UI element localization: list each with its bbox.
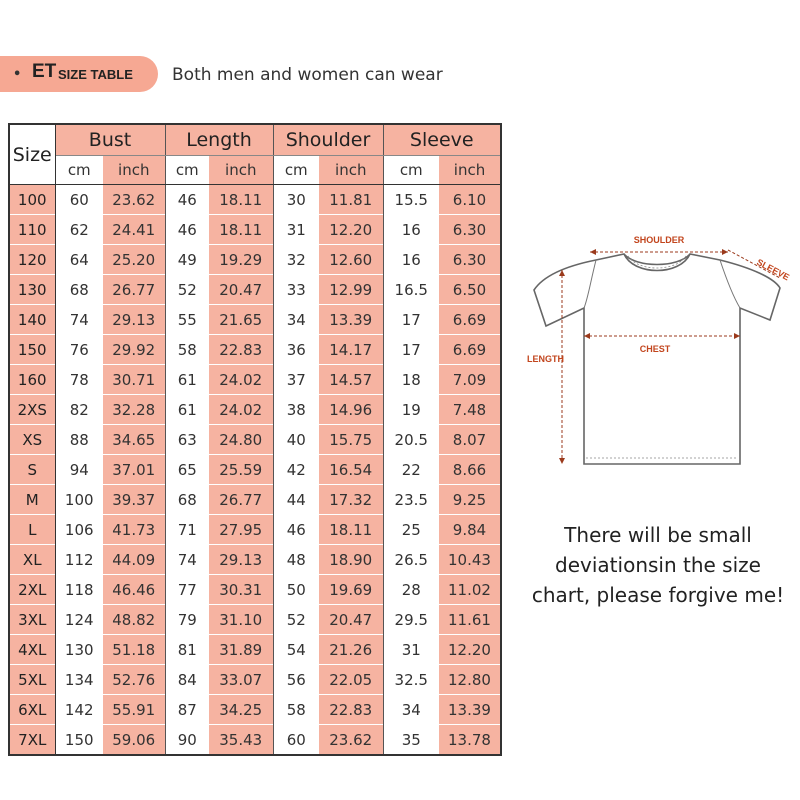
chest-label: CHEST — [639, 344, 671, 354]
shoulder-inch-cell: 12.20 — [319, 215, 383, 245]
tagline: Both men and women can wear — [172, 65, 443, 85]
sleeve-inch-cell: 11.02 — [439, 575, 501, 605]
shoulder-cm-cell: 52 — [273, 605, 319, 635]
shoulder-inch-cell: 12.60 — [319, 245, 383, 275]
length-inch-cell: 22.83 — [209, 335, 273, 365]
bust-cm-cell: 100 — [55, 485, 103, 515]
bust-cm-cell: 106 — [55, 515, 103, 545]
unit-inch-header: inch — [319, 156, 383, 185]
bust-cm-cell: 88 — [55, 425, 103, 455]
size-cell: 4XL — [9, 635, 55, 665]
bust-cm-cell: 76 — [55, 335, 103, 365]
bust-inch-cell: 26.77 — [103, 275, 165, 305]
bust-inch-cell: 34.65 — [103, 425, 165, 455]
bust-cm-cell: 74 — [55, 305, 103, 335]
shoulder-cm-cell: 36 — [273, 335, 319, 365]
sleeve-inch-cell: 13.78 — [439, 725, 501, 756]
unit-inch-header: inch — [439, 156, 501, 185]
length-cm-cell: 68 — [165, 485, 209, 515]
size-cell: 2XL — [9, 575, 55, 605]
sleeve-header: Sleeve — [383, 124, 501, 156]
shoulder-inch-cell: 21.26 — [319, 635, 383, 665]
bust-inch-cell: 24.41 — [103, 215, 165, 245]
size-cell: 5XL — [9, 665, 55, 695]
shoulder-cm-cell: 42 — [273, 455, 319, 485]
sleeve-cm-cell: 19 — [383, 395, 439, 425]
table-row — [9, 215, 501, 245]
shoulder-header: Shoulder — [273, 124, 383, 156]
length-inch-cell: 31.10 — [209, 605, 273, 635]
sleeve-inch-cell: 10.43 — [439, 545, 501, 575]
length-cm-cell: 71 — [165, 515, 209, 545]
table-row — [9, 515, 501, 545]
length-inch-cell: 21.65 — [209, 305, 273, 335]
table-header-row — [9, 124, 501, 156]
sleeve-cm-cell: 17 — [383, 335, 439, 365]
bust-inch-cell: 32.28 — [103, 395, 165, 425]
shoulder-inch-cell: 22.05 — [319, 665, 383, 695]
sleeve-inch-cell: 6.30 — [439, 215, 501, 245]
shoulder-cm-cell: 33 — [273, 275, 319, 305]
size-cell: 120 — [9, 245, 55, 275]
sleeve-inch-cell: 7.09 — [439, 365, 501, 395]
sleeve-inch-cell: 6.69 — [439, 305, 501, 335]
length-inch-cell: 31.89 — [209, 635, 273, 665]
bust-header: Bust — [55, 124, 165, 156]
length-inch-cell: 26.77 — [209, 485, 273, 515]
table-row — [9, 335, 501, 365]
shoulder-inch-cell: 18.90 — [319, 545, 383, 575]
table-row — [9, 665, 501, 695]
brand-label: ET — [32, 61, 57, 82]
length-inch-cell: 19.29 — [209, 245, 273, 275]
sleeve-inch-cell: 8.66 — [439, 455, 501, 485]
table-row — [9, 485, 501, 515]
bust-inch-cell: 55.91 — [103, 695, 165, 725]
unit-cm-header: cm — [383, 156, 439, 185]
length-inch-cell: 27.95 — [209, 515, 273, 545]
length-cm-cell: 58 — [165, 335, 209, 365]
length-inch-cell: 25.59 — [209, 455, 273, 485]
sleeve-inch-cell: 13.39 — [439, 695, 501, 725]
shoulder-inch-cell: 14.17 — [319, 335, 383, 365]
size-table-badge — [0, 56, 158, 92]
sleeve-cm-cell: 31 — [383, 635, 439, 665]
length-cm-cell: 90 — [165, 725, 209, 756]
bust-cm-cell: 150 — [55, 725, 103, 756]
sleeve-cm-cell: 29.5 — [383, 605, 439, 635]
shoulder-cm-cell: 38 — [273, 395, 319, 425]
length-cm-cell: 46 — [165, 185, 209, 215]
shoulder-cm-cell: 44 — [273, 485, 319, 515]
sleeve-inch-cell: 6.30 — [439, 245, 501, 275]
sleeve-inch-cell: 8.07 — [439, 425, 501, 455]
shoulder-inch-cell: 11.81 — [319, 185, 383, 215]
bust-inch-cell: 29.13 — [103, 305, 165, 335]
shoulder-cm-cell: 31 — [273, 215, 319, 245]
size-cell: 3XL — [9, 605, 55, 635]
unit-inch-header: inch — [209, 156, 273, 185]
table-row — [9, 605, 501, 635]
length-cm-cell: 81 — [165, 635, 209, 665]
bust-inch-cell: 39.37 — [103, 485, 165, 515]
sleeve-inch-cell: 12.80 — [439, 665, 501, 695]
bust-inch-cell: 37.01 — [103, 455, 165, 485]
table-row — [9, 455, 501, 485]
bust-inch-cell: 48.82 — [103, 605, 165, 635]
bullet-icon: • — [13, 67, 22, 82]
shoulder-cm-cell: 60 — [273, 725, 319, 756]
bust-cm-cell: 78 — [55, 365, 103, 395]
sleeve-inch-cell: 6.69 — [439, 335, 501, 365]
length-cm-cell: 87 — [165, 695, 209, 725]
shoulder-inch-cell: 14.96 — [319, 395, 383, 425]
shoulder-cm-cell: 58 — [273, 695, 319, 725]
sleeve-cm-cell: 16.5 — [383, 275, 439, 305]
size-cell: 160 — [9, 365, 55, 395]
bust-cm-cell: 112 — [55, 545, 103, 575]
table-row — [9, 245, 501, 275]
size-cell: 130 — [9, 275, 55, 305]
bust-cm-cell: 134 — [55, 665, 103, 695]
bust-inch-cell: 41.73 — [103, 515, 165, 545]
table-row — [9, 425, 501, 455]
bust-inch-cell: 29.92 — [103, 335, 165, 365]
bust-cm-cell: 68 — [55, 275, 103, 305]
sleeve-inch-cell: 7.48 — [439, 395, 501, 425]
sleeve-label: SLEEVE — [755, 256, 792, 283]
sleeve-cm-cell: 26.5 — [383, 545, 439, 575]
bust-cm-cell: 142 — [55, 695, 103, 725]
bust-inch-cell: 59.06 — [103, 725, 165, 756]
note-line-1: There will be small — [564, 523, 752, 547]
length-cm-cell: 61 — [165, 365, 209, 395]
shoulder-cm-cell: 40 — [273, 425, 319, 455]
header — [0, 56, 800, 92]
length-cm-cell: 79 — [165, 605, 209, 635]
sleeve-cm-cell: 16 — [383, 215, 439, 245]
size-cell: XL — [9, 545, 55, 575]
size-table — [8, 123, 502, 756]
sleeve-inch-cell: 11.61 — [439, 605, 501, 635]
length-cm-cell: 46 — [165, 215, 209, 245]
shoulder-cm-cell: 56 — [273, 665, 319, 695]
length-label: LENGTH — [527, 354, 564, 364]
shoulder-cm-cell: 37 — [273, 365, 319, 395]
size-cell: XS — [9, 425, 55, 455]
bust-inch-cell: 44.09 — [103, 545, 165, 575]
bust-cm-cell: 94 — [55, 455, 103, 485]
shoulder-inch-cell: 13.39 — [319, 305, 383, 335]
shirt-outline — [534, 254, 780, 464]
length-inch-cell: 24.02 — [209, 365, 273, 395]
table-row — [9, 305, 501, 335]
sleeve-cm-cell: 18 — [383, 365, 439, 395]
length-inch-cell: 24.02 — [209, 395, 273, 425]
shoulder-inch-cell: 23.62 — [319, 725, 383, 756]
shoulder-inch-cell: 20.47 — [319, 605, 383, 635]
sleeve-cm-cell: 16 — [383, 245, 439, 275]
bust-inch-cell: 46.46 — [103, 575, 165, 605]
table-row — [9, 545, 501, 575]
size-cell: 110 — [9, 215, 55, 245]
shoulder-inch-cell: 12.99 — [319, 275, 383, 305]
table-body — [9, 185, 501, 756]
sleeve-inch-cell: 12.20 — [439, 635, 501, 665]
size-cell: M — [9, 485, 55, 515]
shoulder-cm-cell: 30 — [273, 185, 319, 215]
table-row — [9, 275, 501, 305]
length-inch-cell: 18.11 — [209, 215, 273, 245]
size-cell: L — [9, 515, 55, 545]
length-cm-cell: 65 — [165, 455, 209, 485]
sleeve-cm-cell: 35 — [383, 725, 439, 756]
shoulder-inch-cell: 17.32 — [319, 485, 383, 515]
shoulder-cm-cell: 32 — [273, 245, 319, 275]
shoulder-inch-cell: 19.69 — [319, 575, 383, 605]
length-cm-cell: 52 — [165, 275, 209, 305]
length-inch-cell: 35.43 — [209, 725, 273, 756]
table-row — [9, 575, 501, 605]
length-inch-cell: 20.47 — [209, 275, 273, 305]
sleeve-cm-cell: 32.5 — [383, 665, 439, 695]
sleeve-cm-cell: 28 — [383, 575, 439, 605]
bust-cm-cell: 60 — [55, 185, 103, 215]
bust-cm-cell: 64 — [55, 245, 103, 275]
length-inch-cell: 24.80 — [209, 425, 273, 455]
length-cm-cell: 74 — [165, 545, 209, 575]
sleeve-cm-cell: 23.5 — [383, 485, 439, 515]
size-cell: 100 — [9, 185, 55, 215]
note-line-2: deviationsin the size — [555, 553, 761, 577]
sleeve-inch-cell: 6.10 — [439, 185, 501, 215]
sleeve-cm-cell: 25 — [383, 515, 439, 545]
shoulder-inch-cell: 15.75 — [319, 425, 383, 455]
size-table-title: SIZE TABLE — [58, 67, 133, 82]
unit-header-row — [9, 156, 501, 185]
shoulder-inch-cell: 18.11 — [319, 515, 383, 545]
deviation-note — [522, 520, 794, 610]
sleeve-cm-cell: 15.5 — [383, 185, 439, 215]
bust-cm-cell: 124 — [55, 605, 103, 635]
size-cell: 150 — [9, 335, 55, 365]
size-cell: 6XL — [9, 695, 55, 725]
sleeve-inch-cell: 6.50 — [439, 275, 501, 305]
table-row — [9, 185, 501, 215]
sleeve-cm-cell: 20.5 — [383, 425, 439, 455]
sleeve-cm-cell: 22 — [383, 455, 439, 485]
shoulder-cm-cell: 54 — [273, 635, 319, 665]
shoulder-arrow-left-icon — [590, 249, 596, 255]
length-cm-cell: 63 — [165, 425, 209, 455]
length-header: Length — [165, 124, 273, 156]
bust-inch-cell: 52.76 — [103, 665, 165, 695]
length-inch-cell: 18.11 — [209, 185, 273, 215]
length-cm-cell: 55 — [165, 305, 209, 335]
length-cm-cell: 61 — [165, 395, 209, 425]
sleeve-inch-cell: 9.84 — [439, 515, 501, 545]
table-row — [9, 725, 501, 756]
tshirt-diagram — [524, 228, 794, 476]
length-inch-cell: 29.13 — [209, 545, 273, 575]
length-arrow-bottom-icon — [559, 458, 565, 464]
bust-cm-cell: 118 — [55, 575, 103, 605]
unit-cm-header: cm — [165, 156, 209, 185]
size-cell: 140 — [9, 305, 55, 335]
unit-cm-header: cm — [273, 156, 319, 185]
length-cm-cell: 49 — [165, 245, 209, 275]
note-line-3: chart, please forgive me! — [531, 583, 785, 607]
table-row — [9, 635, 501, 665]
shoulder-inch-cell: 16.54 — [319, 455, 383, 485]
length-inch-cell: 34.25 — [209, 695, 273, 725]
shoulder-cm-cell: 50 — [273, 575, 319, 605]
size-header: Size — [9, 124, 55, 185]
bust-cm-cell: 62 — [55, 215, 103, 245]
shoulder-cm-cell: 48 — [273, 545, 319, 575]
unit-cm-header: cm — [55, 156, 103, 185]
size-cell: 7XL — [9, 725, 55, 756]
length-cm-cell: 77 — [165, 575, 209, 605]
shoulder-inch-cell: 14.57 — [319, 365, 383, 395]
length-cm-cell: 84 — [165, 665, 209, 695]
bust-inch-cell: 23.62 — [103, 185, 165, 215]
bust-cm-cell: 82 — [55, 395, 103, 425]
shoulder-inch-cell: 22.83 — [319, 695, 383, 725]
bust-inch-cell: 30.71 — [103, 365, 165, 395]
length-inch-cell: 33.07 — [209, 665, 273, 695]
shoulder-cm-cell: 46 — [273, 515, 319, 545]
table-row — [9, 395, 501, 425]
unit-inch-header: inch — [103, 156, 165, 185]
size-cell: 2XS — [9, 395, 55, 425]
table-row — [9, 695, 501, 725]
bust-inch-cell: 25.20 — [103, 245, 165, 275]
shoulder-arrow-right-icon — [722, 249, 728, 255]
length-inch-cell: 30.31 — [209, 575, 273, 605]
table-row — [9, 365, 501, 395]
shoulder-cm-cell: 34 — [273, 305, 319, 335]
sleeve-cm-cell: 34 — [383, 695, 439, 725]
shoulder-label: SHOULDER — [633, 235, 685, 245]
bust-cm-cell: 130 — [55, 635, 103, 665]
sleeve-inch-cell: 9.25 — [439, 485, 501, 515]
sleeve-cm-cell: 17 — [383, 305, 439, 335]
tshirt-illustration — [524, 228, 794, 476]
bust-inch-cell: 51.18 — [103, 635, 165, 665]
size-cell: S — [9, 455, 55, 485]
